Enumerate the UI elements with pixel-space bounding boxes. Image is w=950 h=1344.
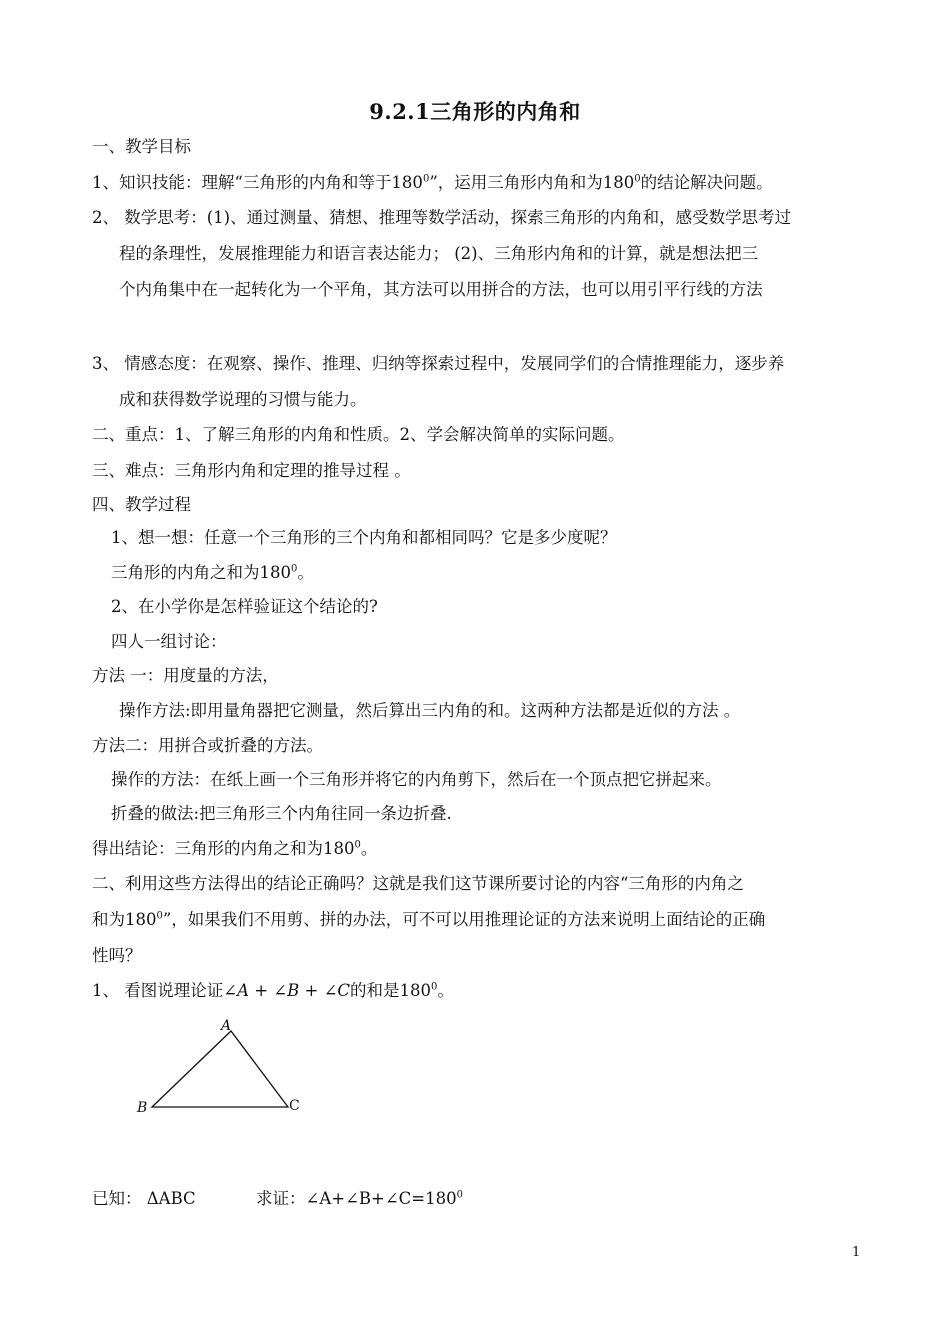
page-number: 1 bbox=[852, 1245, 861, 1260]
prove-statement: 求证：$\angle A+\angle B+\angle C=180^0$ bbox=[256, 1189, 463, 1208]
angle-sum-expression: ∠A + ∠B + ∠C bbox=[223, 981, 351, 1000]
triangle-figure bbox=[128, 1015, 328, 1120]
objective-attitude-line2: 成和获得数学说理的习惯与能力。 bbox=[119, 390, 367, 409]
key-points: 二、重点：1、了解三角形的内角和性质。2、学会解决简单的实际问题。 bbox=[92, 425, 625, 444]
section-process-heading: 四、教学过程 bbox=[92, 495, 191, 514]
method-one: 方法 一：用度量的方法， bbox=[92, 666, 279, 685]
given-statement: 已知： ΔABC bbox=[92, 1189, 196, 1208]
difficult-points: 三、难点：三角形内角和定理的推导过程 。 bbox=[92, 461, 411, 480]
vertex-label-a: A bbox=[221, 1018, 232, 1034]
reasoning-question-line2: 和为$180^0$”，如果我们不用剪、拼的办法，可不可以用推理论证的方法来说明上面结论的正确 bbox=[92, 910, 766, 929]
method-two: 方法二：用拼合或折叠的方法。 bbox=[92, 736, 323, 755]
objective-attitude-line1: 3、 情感态度：在观察、操作、推理、归纳等探索过程中，发展同学们的合情推理能力，逐步养 bbox=[92, 354, 785, 373]
document-title: 9.2.1三角形的内角和 bbox=[369, 99, 581, 124]
reasoning-question-line1: 二、利用这些方法得出的结论正确吗？这就是我们这节课所要讨论的内容“三角形的内角之 bbox=[92, 874, 744, 893]
triangle-abc bbox=[152, 1031, 288, 1107]
objective-thinking-line1: 2、 数学思考：(1)、通过测量、猜想、推理等数学活动，探索三角形的内角和，感受数学思考过 bbox=[92, 208, 792, 227]
objective-thinking-line3: 个内角集中在一起转化为一个平角，其方法可以用拼合的方法，也可以用引平行线的方法 bbox=[119, 280, 763, 299]
process-think: 1、想一想：任意一个三角形的三个内角和都相同吗？它是多少度呢？ bbox=[111, 528, 617, 547]
objective-thinking-line2: 程的条理性，发展推理能力和语言表达能力； (2)、三角形内角和的计算，就是想法把三 bbox=[119, 244, 759, 263]
process-verify: 2、在小学你是怎样验证这个结论的? bbox=[111, 597, 378, 616]
proof-task: 1、 看图说理论证∠A + ∠B + ∠C的和是$180^0$。 bbox=[92, 981, 454, 1000]
objective-knowledge: 1、知识技能：理解“三角形的内角和等于$180^0$”，运用三角形内角和为$180^0$的结论解决问题。 bbox=[92, 173, 773, 192]
conclusion: 得出结论：三角形的内角之和为$180^0$。 bbox=[92, 839, 378, 858]
process-group-discussion: 四人一组讨论： bbox=[111, 632, 227, 651]
method-two-operation: 操作的方法：在纸上画一个三角形并将它的内角剪下，然后在一个顶点把它拼起来。 bbox=[111, 770, 722, 789]
vertex-label-b: B bbox=[137, 1100, 148, 1116]
process-angle-sum: 三角形的内角之和为$180^0$。 bbox=[111, 563, 314, 582]
method-two-fold: 折叠的做法:把三角形三个内角往同一条边折叠. bbox=[111, 804, 452, 823]
vertex-label-c: C bbox=[289, 1098, 300, 1114]
section-objectives-heading: 一、教学目标 bbox=[92, 137, 191, 156]
method-one-operation: 操作方法:即用量角器把它测量，然后算出三内角的和。这两种方法都是近似的方法 。 bbox=[119, 701, 741, 720]
reasoning-question-line3: 性吗？ bbox=[92, 946, 142, 965]
